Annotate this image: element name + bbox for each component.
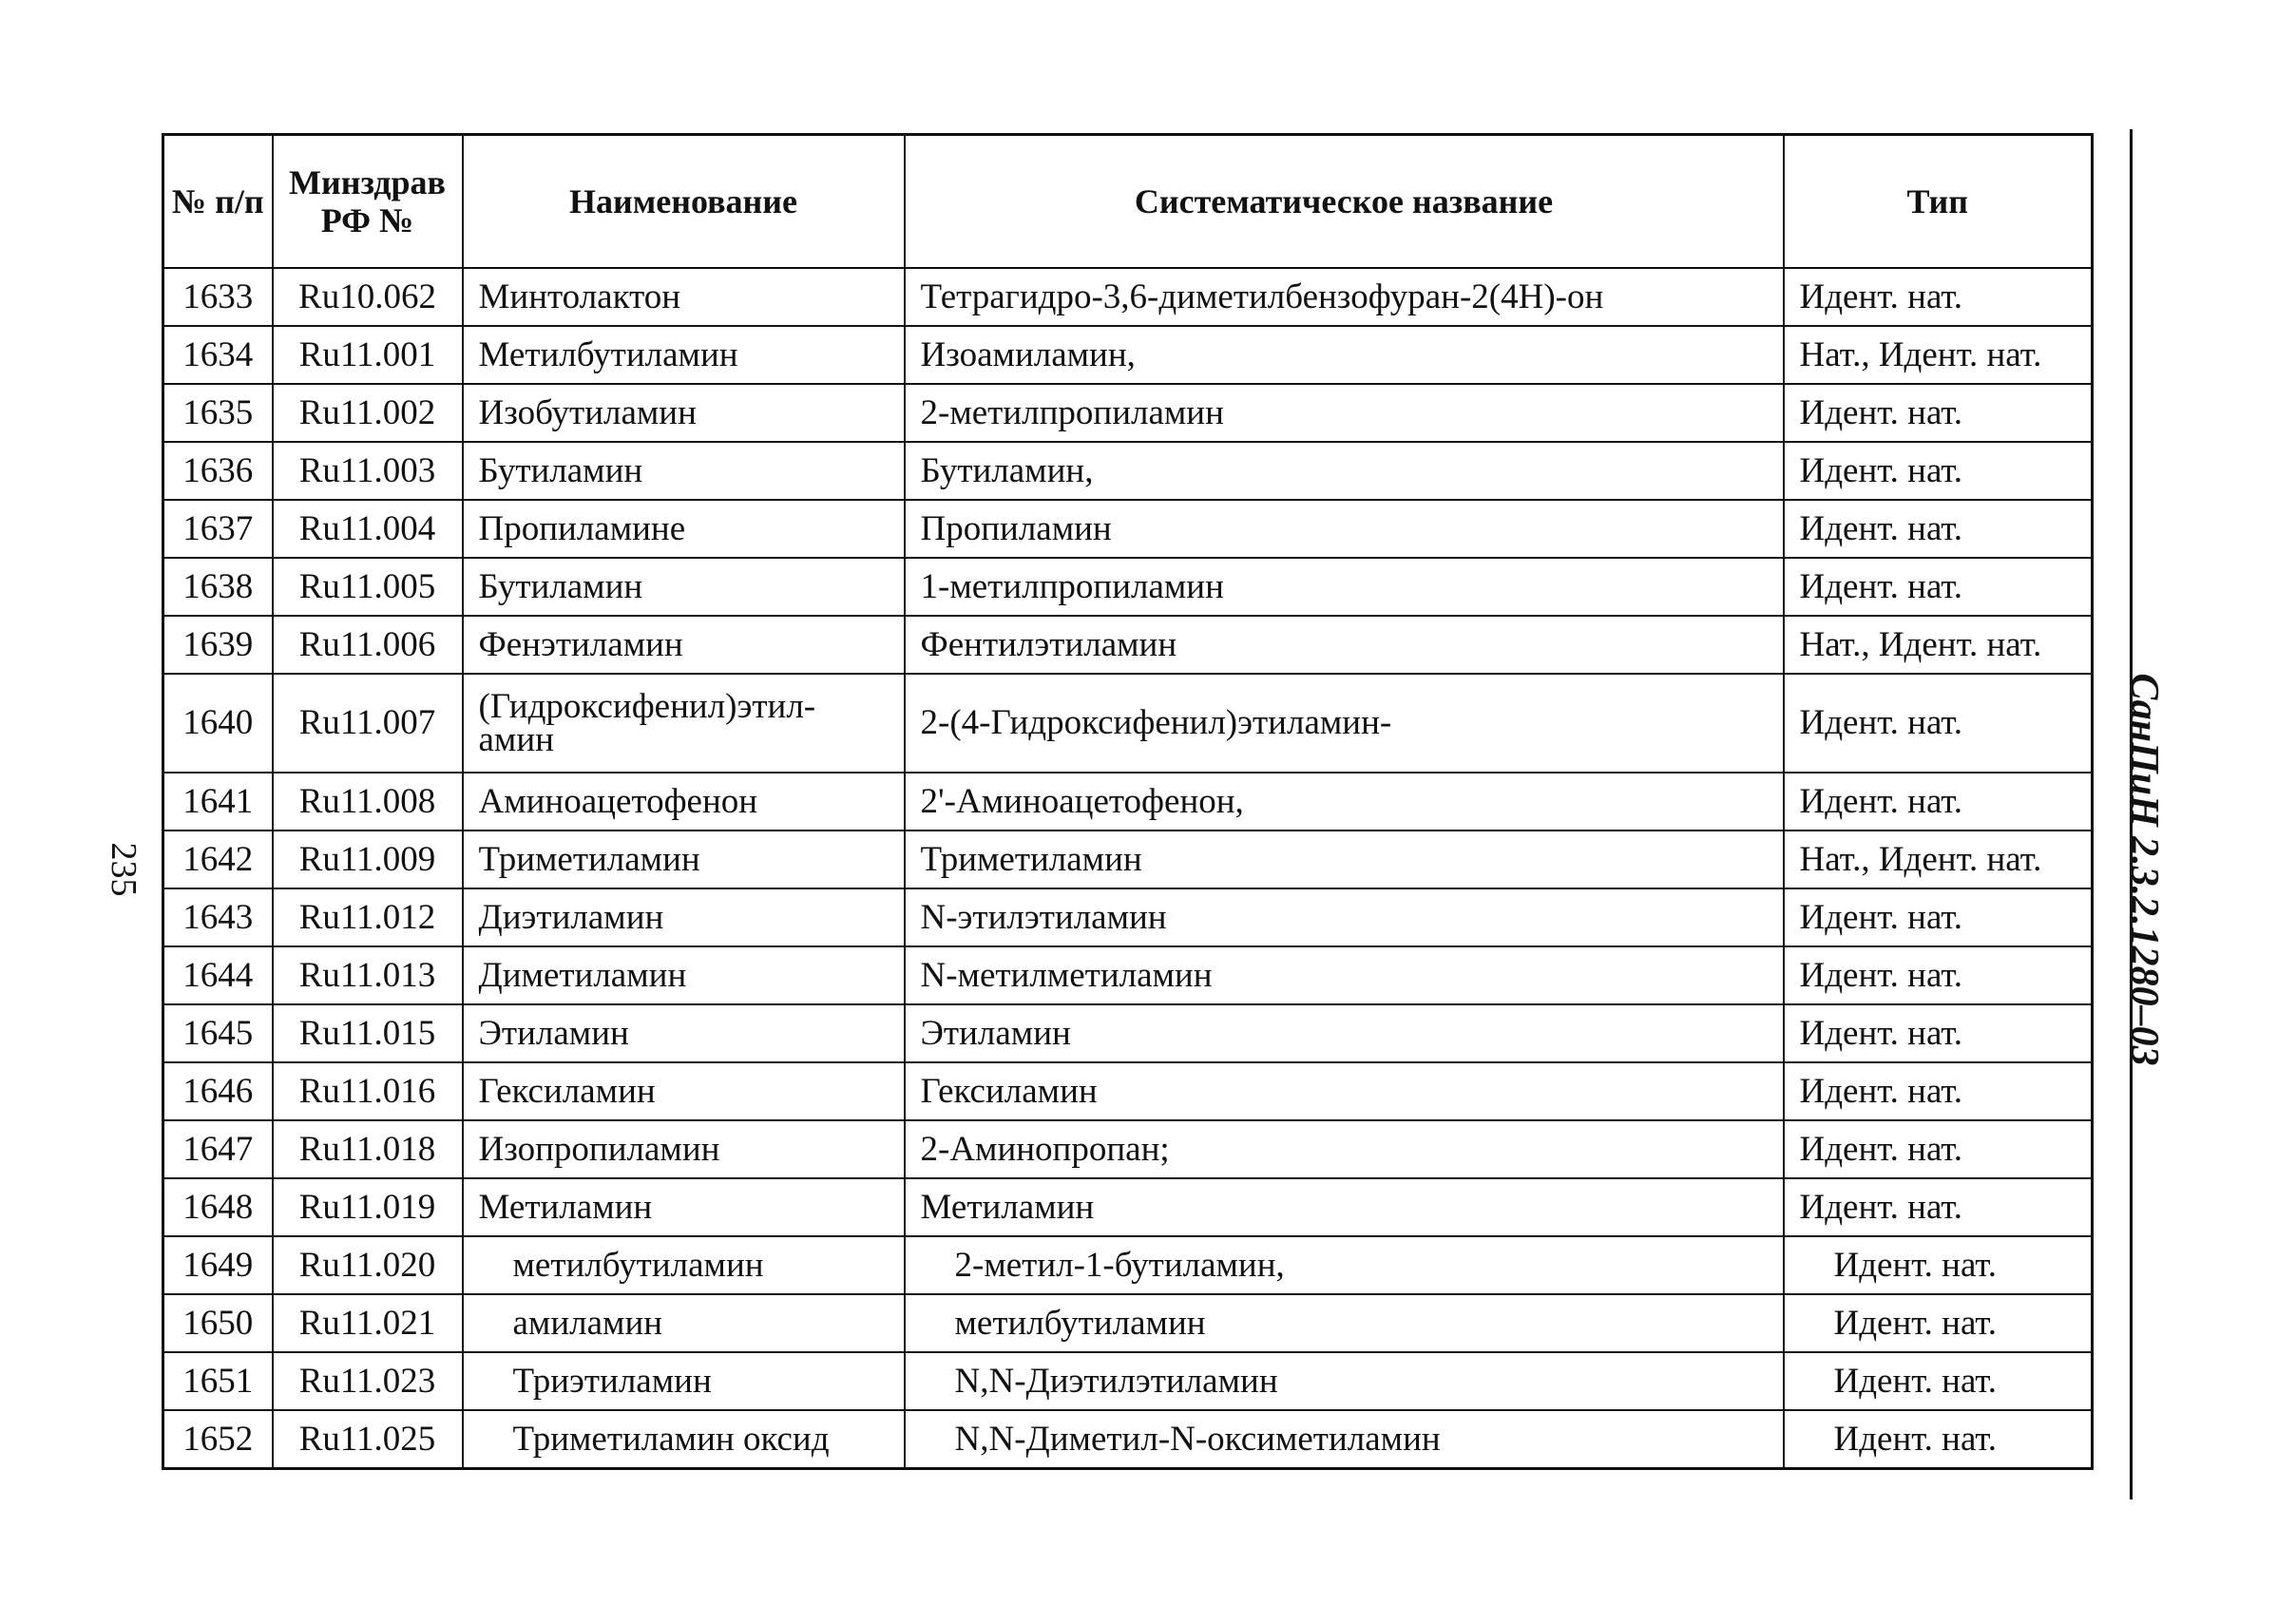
cell-registry: Ru11.020 bbox=[273, 1236, 463, 1294]
page-number: 235 bbox=[104, 842, 144, 897]
cell-systematic-name: 1-метилпропиламин bbox=[905, 558, 1784, 616]
cell-registry: Ru11.023 bbox=[273, 1352, 463, 1410]
cell-systematic-name: 2-(4-Гидроксифенил)этиламин- bbox=[905, 674, 1784, 773]
header-registry: Минздрав РФ № bbox=[273, 135, 463, 269]
cell-type: Идент. нат. bbox=[1784, 1294, 2093, 1352]
table-row bbox=[163, 674, 2093, 773]
table-row bbox=[163, 442, 2093, 500]
cell-systematic-name: Бутиламин, bbox=[905, 442, 1784, 500]
header-systematic-name: Систематическое название bbox=[905, 135, 1784, 269]
cell-type: Идент. нат. bbox=[1784, 1178, 2093, 1236]
cell-systematic-name: 2'-Аминоацетофенон, bbox=[905, 773, 1784, 831]
cell-number: 1644 bbox=[163, 946, 273, 1004]
cell-type: Идент. нат. bbox=[1784, 1352, 2093, 1410]
cell-number: 1633 bbox=[163, 268, 273, 326]
table-row bbox=[163, 1236, 2093, 1294]
header-type: Тип bbox=[1784, 135, 2093, 269]
table-body bbox=[163, 268, 2093, 1469]
cell-name: Этиламин bbox=[463, 1004, 905, 1062]
cell-registry: Ru11.002 bbox=[273, 384, 463, 442]
cell-type: Нат., Идент. нат. bbox=[1784, 616, 2093, 674]
table-row bbox=[163, 946, 2093, 1004]
table-row bbox=[163, 326, 2093, 384]
cell-number: 1647 bbox=[163, 1120, 273, 1178]
table-row bbox=[163, 1062, 2093, 1120]
cell-systematic-name: Этиламин bbox=[905, 1004, 1784, 1062]
cell-systematic-name: Метиламин bbox=[905, 1178, 1784, 1236]
cell-name: Диметиламин bbox=[463, 946, 905, 1004]
cell-registry: Ru11.003 bbox=[273, 442, 463, 500]
cell-type: Нат., Идент. нат. bbox=[1784, 326, 2093, 384]
cell-name: Триэтиламин bbox=[463, 1352, 905, 1410]
substances-table bbox=[162, 133, 2094, 1470]
cell-registry: Ru11.021 bbox=[273, 1294, 463, 1352]
table-row bbox=[163, 1294, 2093, 1352]
cell-name: амиламин bbox=[463, 1294, 905, 1352]
cell-number: 1635 bbox=[163, 384, 273, 442]
cell-registry: Ru11.009 bbox=[273, 831, 463, 888]
cell-type: Идент. нат. bbox=[1784, 773, 2093, 831]
cell-registry: Ru11.007 bbox=[273, 674, 463, 773]
cell-number: 1651 bbox=[163, 1352, 273, 1410]
table-row bbox=[163, 384, 2093, 442]
cell-systematic-name: N-метилметиламин bbox=[905, 946, 1784, 1004]
cell-registry: Ru11.016 bbox=[273, 1062, 463, 1120]
cell-systematic-name: Тетрагидро-3,6-диметилбензофуран-2(4Н)-он bbox=[905, 268, 1784, 326]
cell-name: Триметиламин bbox=[463, 831, 905, 888]
table-row bbox=[163, 1178, 2093, 1236]
cell-registry: Ru11.015 bbox=[273, 1004, 463, 1062]
cell-systematic-name: N-этилэтиламин bbox=[905, 888, 1784, 946]
table-header-row bbox=[163, 135, 2093, 269]
cell-name: Диэтиламин bbox=[463, 888, 905, 946]
cell-type: Идент. нат. bbox=[1784, 558, 2093, 616]
cell-type: Идент. нат. bbox=[1784, 442, 2093, 500]
table-row bbox=[163, 831, 2093, 888]
cell-systematic-name: метилбутиламин bbox=[905, 1294, 1784, 1352]
cell-number: 1652 bbox=[163, 1410, 273, 1469]
table-row bbox=[163, 1410, 2093, 1469]
table-row bbox=[163, 1120, 2093, 1178]
cell-systematic-name: Триметиламин bbox=[905, 831, 1784, 888]
cell-number: 1645 bbox=[163, 1004, 273, 1062]
cell-name: (Гидроксифенил)этил-амин bbox=[463, 674, 905, 773]
cell-registry: Ru11.019 bbox=[273, 1178, 463, 1236]
cell-type: Идент. нат. bbox=[1784, 384, 2093, 442]
cell-type: Идент. нат. bbox=[1784, 1120, 2093, 1178]
table-row bbox=[163, 1004, 2093, 1062]
cell-systematic-name: N,N-Диметил-N-оксиметиламин bbox=[905, 1410, 1784, 1469]
cell-number: 1638 bbox=[163, 558, 273, 616]
cell-name: Изобутиламин bbox=[463, 384, 905, 442]
cell-name: Изопропиламин bbox=[463, 1120, 905, 1178]
cell-registry: Ru11.012 bbox=[273, 888, 463, 946]
table-row bbox=[163, 773, 2093, 831]
cell-number: 1636 bbox=[163, 442, 273, 500]
cell-name: Пропиламине bbox=[463, 500, 905, 558]
table-row bbox=[163, 888, 2093, 946]
cell-number: 1649 bbox=[163, 1236, 273, 1294]
cell-systematic-name: N,N-Диэтилэтиламин bbox=[905, 1352, 1784, 1410]
cell-name: Метиламин bbox=[463, 1178, 905, 1236]
cell-type: Нат., Идент. нат. bbox=[1784, 831, 2093, 888]
cell-name: Бутиламин bbox=[463, 558, 905, 616]
cell-systematic-name: Изоамиламин, bbox=[905, 326, 1784, 384]
cell-type: Идент. нат. bbox=[1784, 1236, 2093, 1294]
cell-type: Идент. нат. bbox=[1784, 674, 2093, 773]
table-row bbox=[163, 500, 2093, 558]
cell-name: Метилбутиламин bbox=[463, 326, 905, 384]
cell-name: Фенэтиламин bbox=[463, 616, 905, 674]
cell-name: Гексиламин bbox=[463, 1062, 905, 1120]
cell-number: 1642 bbox=[163, 831, 273, 888]
cell-registry: Ru11.008 bbox=[273, 773, 463, 831]
cell-registry: Ru11.025 bbox=[273, 1410, 463, 1469]
table-row bbox=[163, 268, 2093, 326]
cell-registry: Ru11.001 bbox=[273, 326, 463, 384]
table-row bbox=[163, 616, 2093, 674]
cell-type: Идент. нат. bbox=[1784, 268, 2093, 326]
cell-systematic-name: Пропиламин bbox=[905, 500, 1784, 558]
cell-systematic-name: 2-Аминопропан; bbox=[905, 1120, 1784, 1178]
cell-number: 1640 bbox=[163, 674, 273, 773]
cell-type: Идент. нат. bbox=[1784, 1004, 2093, 1062]
header-name: Наименование bbox=[463, 135, 905, 269]
cell-type: Идент. нат. bbox=[1784, 946, 2093, 1004]
cell-number: 1646 bbox=[163, 1062, 273, 1120]
cell-number: 1648 bbox=[163, 1178, 273, 1236]
cell-number: 1641 bbox=[163, 773, 273, 831]
cell-name: Минтолактон bbox=[463, 268, 905, 326]
cell-registry: Ru11.018 bbox=[273, 1120, 463, 1178]
cell-name: Аминоацетофенон bbox=[463, 773, 905, 831]
cell-number: 1634 bbox=[163, 326, 273, 384]
cell-systematic-name: Фентилэтиламин bbox=[905, 616, 1784, 674]
document-code: СанПиН 2.3.2.1280–03 bbox=[2122, 673, 2166, 1066]
cell-type: Идент. нат. bbox=[1784, 1062, 2093, 1120]
cell-systematic-name: 2-метил-1-бутиламин, bbox=[905, 1236, 1784, 1294]
header-number: № п/п bbox=[163, 135, 273, 269]
cell-registry: Ru11.013 bbox=[273, 946, 463, 1004]
cell-number: 1650 bbox=[163, 1294, 273, 1352]
table-row bbox=[163, 558, 2093, 616]
cell-systematic-name: Гексиламин bbox=[905, 1062, 1784, 1120]
cell-registry: Ru10.062 bbox=[273, 268, 463, 326]
cell-registry: Ru11.006 bbox=[273, 616, 463, 674]
table-row bbox=[163, 1352, 2093, 1410]
cell-type: Идент. нат. bbox=[1784, 1410, 2093, 1469]
cell-number: 1637 bbox=[163, 500, 273, 558]
cell-type: Идент. нат. bbox=[1784, 888, 2093, 946]
cell-type: Идент. нат. bbox=[1784, 500, 2093, 558]
cell-systematic-name: 2-метилпропиламин bbox=[905, 384, 1784, 442]
cell-number: 1639 bbox=[163, 616, 273, 674]
cell-registry: Ru11.004 bbox=[273, 500, 463, 558]
cell-name: Бутиламин bbox=[463, 442, 905, 500]
cell-name: Триметиламин оксид bbox=[463, 1410, 905, 1469]
cell-name: метилбутиламин bbox=[463, 1236, 905, 1294]
cell-number: 1643 bbox=[163, 888, 273, 946]
cell-registry: Ru11.005 bbox=[273, 558, 463, 616]
